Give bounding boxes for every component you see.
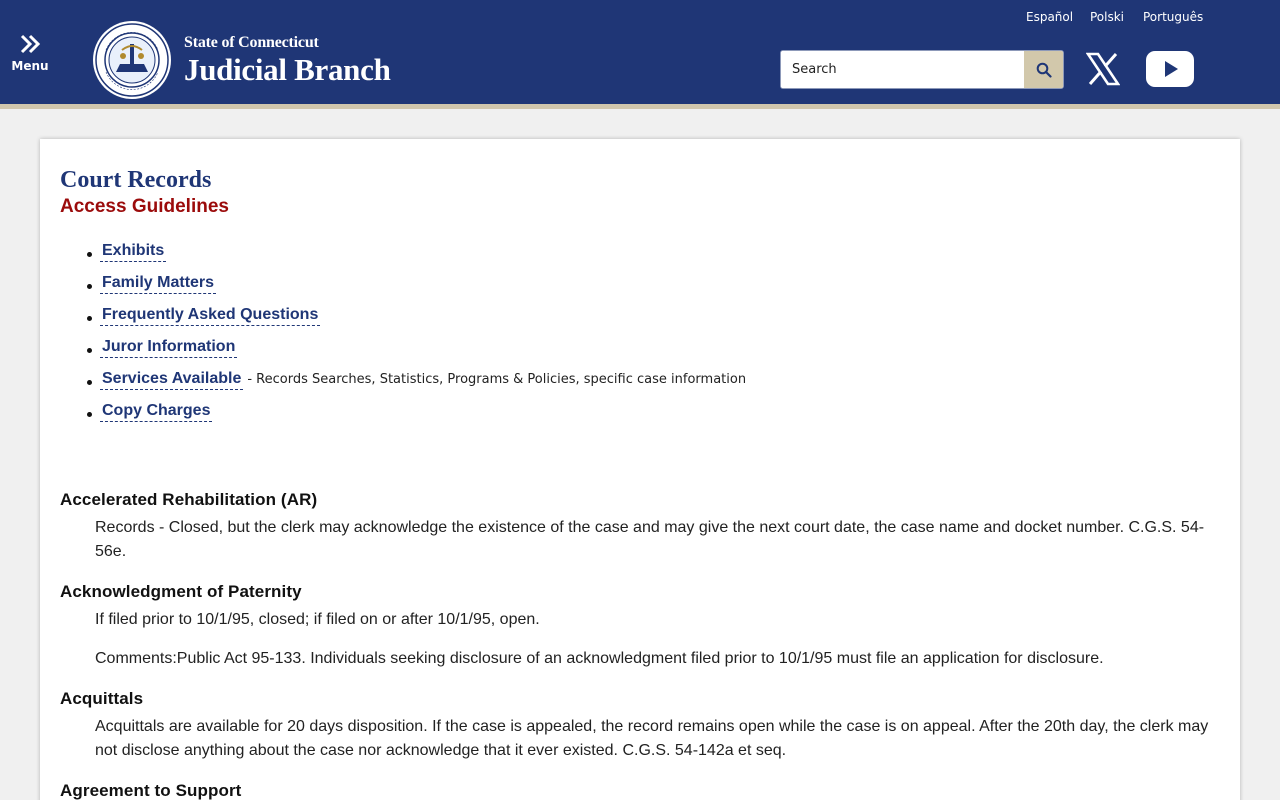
section-heading-agreement-to-support: Agreement to Support <box>60 781 242 800</box>
state-seal-logo[interactable] <box>92 20 172 100</box>
link-family-matters[interactable]: Family Matters <box>100 274 216 294</box>
list-item <box>84 242 746 274</box>
header-divider <box>0 104 1280 109</box>
link-faq[interactable]: Frequently Asked Questions <box>100 306 320 326</box>
list-item <box>84 338 746 370</box>
search-input[interactable] <box>781 51 1025 88</box>
section-text: Records - Closed, but the clerk may acknowledge the existence of the case and may give the next court date, the case name and docket number. C.G.S. 54-56e. <box>95 519 1205 560</box>
list-item <box>84 274 746 306</box>
section-text: Comments:Public Act 95-133. Individuals seeking disclosure of an acknowledgment filed prior to 10/1/95 must file an application for disclosure. <box>95 650 1104 667</box>
site-header <box>0 0 1280 104</box>
list-item <box>84 306 746 338</box>
menu-label: Menu <box>11 59 49 73</box>
language-link-espanol[interactable]: Español <box>1026 10 1074 24</box>
link-services-available[interactable]: Services Available <box>100 370 243 390</box>
section-heading-acknowledgment-paternity: Acknowledgment of Paternity <box>60 582 302 601</box>
link-exhibits[interactable]: Exhibits <box>100 242 166 262</box>
youtube-icon[interactable] <box>1146 51 1194 87</box>
list-item <box>84 370 746 402</box>
menu-button[interactable] <box>10 34 50 78</box>
page-title: Court Records <box>60 167 212 193</box>
state-name: State of Connecticut <box>184 34 319 51</box>
list-item <box>84 402 746 434</box>
link-juror-information[interactable]: Juror Information <box>100 338 237 358</box>
services-note: - Records Searches, Statistics, Programs & Policies, specific case information <box>247 372 747 387</box>
section-heading-accelerated-rehabilitation: Accelerated Rehabilitation (AR) <box>60 490 318 509</box>
page-subtitle: Access Guidelines <box>60 196 229 217</box>
content-card <box>40 139 1240 800</box>
link-copy-charges[interactable]: Copy Charges <box>100 402 212 422</box>
search-button[interactable] <box>1024 51 1063 88</box>
guideline-links <box>84 242 746 434</box>
branch-name: Judicial Branch <box>184 52 391 87</box>
search-box <box>780 50 1064 89</box>
language-link-polski[interactable]: Polski <box>1090 10 1125 24</box>
language-link-portugues[interactable]: Português <box>1143 10 1204 24</box>
search-icon <box>1036 62 1052 78</box>
section-text: Acquittals are available for 20 days disposition. If the case is appealed, the record remains open while the case is on appeal. After the 20th day, the clerk may not disclose anything about the case nor acknowledge that it ever existed. C.G.S. 54-142a et seq. <box>95 718 1209 759</box>
double-chevron-right-icon <box>19 34 41 54</box>
section-text: If filed prior to 10/1/95, closed; if filed on or after 10/1/95, open. <box>95 611 540 628</box>
site-brand[interactable] <box>184 34 391 88</box>
x-twitter-icon[interactable] <box>1086 52 1120 86</box>
section-heading-acquittals: Acquittals <box>60 689 144 708</box>
